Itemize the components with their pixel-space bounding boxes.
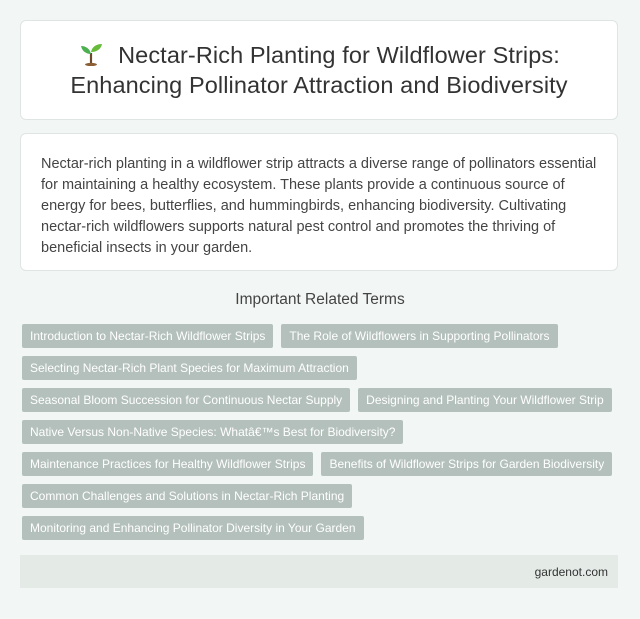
seedling-icon [78,42,104,66]
related-term-tag[interactable]: Benefits of Wildflower Strips for Garden Biodiversity [321,452,612,476]
intro-paragraph: Nectar-rich planting in a wildflower strip attracts a diverse range of pollinators essential for maintaining a healthy ecosystem. These plants provide a continuous source of energy for bees, butterflies, and hummingbirds, enhancing biodiversity. Cultivating nectar-rich wildflowers supports natural pest control and promotes the thriving of beneficial insects in your garden. [41,156,597,256]
related-term-tag[interactable]: The Role of Wildflowers in Supporting Pollinators [281,324,557,348]
related-term-tag[interactable]: Selecting Nectar-Rich Plant Species for Maximum Attraction [22,356,357,380]
related-term-tag[interactable]: Native Versus Non-Native Species: Whatâ€™s Best for Biodiversity? [22,420,403,444]
related-term-tag[interactable]: Introduction to Nectar-Rich Wildflower Strips [22,324,273,348]
related-terms-list [22,324,622,540]
footer-bar [20,555,618,588]
title-line-2: Enhancing Pollinator Attraction and Biodiversity [70,72,568,98]
related-term-tag[interactable]: Monitoring and Enhancing Pollinator Diversity in Your Garden [22,516,364,540]
title-line-1: Nectar-Rich Planting for Wildflower Strips: [118,42,560,68]
related-term-tag[interactable]: Designing and Planting Your Wildflower Strip [358,388,611,412]
related-term-tag[interactable]: Seasonal Bloom Succession for Continuous Nectar Supply [22,388,350,412]
related-term-tag[interactable]: Maintenance Practices for Healthy Wildflower Strips [22,452,313,476]
title-card [20,20,618,120]
page-title [70,40,567,100]
related-terms-heading: Important Related Terms [235,291,405,308]
footer-site-link[interactable]: gardenot.com [534,564,608,579]
related-term-tag[interactable]: Common Challenges and Solutions in Nectar-Rich Planting [22,484,352,508]
intro-card [20,133,618,271]
